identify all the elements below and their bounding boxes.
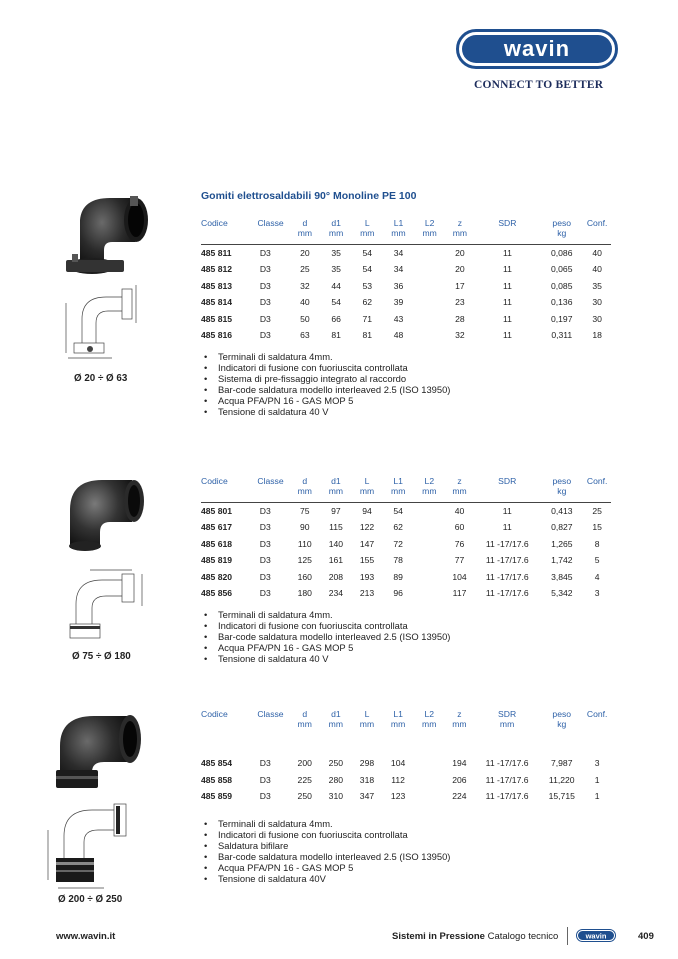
cell-d1: 35 [331,247,341,258]
col-header-L2: L2 mm [422,218,437,238]
cell-d: 32 [300,280,310,291]
footer-divider [567,927,568,945]
cell-code: 485 820 [201,571,233,582]
feature-list [201,609,450,664]
cell-weight: 3,845 [551,571,573,582]
cell-d1: 208 [328,571,344,582]
col-header-L2: L2 mm [422,709,437,729]
cell-class: D3 [259,247,271,258]
cell-class: D3 [259,264,271,275]
cell-code: 485 815 [201,313,233,324]
cell-d1: 140 [328,538,344,549]
col-header-d: d mm [297,476,312,496]
cell-z: 40 [454,505,465,516]
cell-L: 155 [359,555,375,566]
cell-weight: 1,265 [551,538,573,549]
table-row [201,278,611,295]
cell-L: 147 [359,538,375,549]
cell-d: 200 [297,758,312,769]
spec-table [201,709,611,805]
col-header-class: Classe [257,476,284,486]
cell-sdr: 11 -17/17.6 [485,571,529,582]
cell-d: 110 [297,538,312,549]
table-row [201,569,611,586]
col-header-L1: L1 mm [391,476,406,496]
cell-sdr: 11 -17/17.6 [485,758,529,769]
cell-d: 25 [300,264,310,275]
cell-weight: 0,136 [550,297,573,308]
cell-z: 60 [454,522,465,533]
cell-conf: 35 [592,280,602,291]
col-header-conf: Conf. [586,709,608,719]
cell-class: D3 [259,505,271,516]
col-header-z: z mm [452,218,468,238]
elbow-photo-medium [62,472,150,552]
cell-conf: 1 [594,791,600,802]
cell-sdr: 11 [502,264,512,275]
footer-catalog-title: Sistemi in Pressione Catalogo tecnico [392,931,559,942]
cell-code: 485 859 [201,791,233,802]
table-row [201,536,611,553]
list-item: • Bar-code saldatura modello interleaved 2.5 (ISO 13950) [201,384,450,395]
col-header-L1: L1 mm [390,709,406,729]
cell-L: 318 [359,774,375,785]
col-header-d1: d1 mm [328,218,344,238]
col-header-sdr: SDR [498,218,517,228]
list-item: • Bar-code saldatura modello interleaved 2.5 (ISO 13950) [201,851,450,862]
cell-L1: 72 [393,538,403,549]
list-item: • Tensione di saldatura 40V [201,873,450,884]
col-header-d1: d1 mm [328,709,343,729]
cell-sdr: 11 -17/17.6 [485,555,529,566]
cell-conf: 1 [594,774,600,785]
cell-class: D3 [259,522,271,533]
cell-class: D3 [259,280,271,291]
cell-conf: 3 [594,588,600,599]
cell-class: D3 [259,774,271,785]
cell-L2 [414,755,445,772]
cell-L1: 123 [390,791,406,802]
col-header-conf: Conf. [586,218,608,228]
cell-sdr: 11 [502,505,512,516]
cell-L2 [414,245,445,262]
table-row [201,327,611,344]
cell-d1: 81 [331,330,341,341]
cell-class: D3 [259,791,271,802]
cell-z: 20 [455,247,465,258]
cell-sdr: 11 -17/17.6 [485,774,529,785]
cell-sdr: 11 [502,330,512,341]
cell-d: 50 [300,313,310,324]
cell-z: 224 [452,791,467,802]
cell-weight: 0,065 [550,264,573,275]
cell-conf: 5 [594,555,600,566]
cell-class: D3 [259,555,271,566]
cell-L2 [414,772,445,789]
cell-weight: 1,742 [551,555,573,566]
col-header-class: Classe [257,709,284,719]
cell-d: 90 [299,522,310,533]
cell-d1: 280 [328,774,344,785]
cell-weight: 0,413 [551,505,573,516]
cell-L1: 39 [393,297,404,308]
cell-L2 [414,788,445,805]
cell-d1: 161 [328,555,344,566]
table-row [201,311,611,328]
cell-z: 32 [455,330,465,341]
list-item: • Tensione di saldatura 40 V [201,406,450,417]
cell-conf: 8 [594,538,600,549]
table-row [201,585,611,602]
footer-url[interactable]: www.wavin.it [56,931,116,942]
col-header-weight: peso kg [552,218,572,238]
cell-L: 62 [362,297,373,308]
list-item: • Sistema di pre-fissaggio integrato al raccordo [201,373,450,384]
list-item: • Terminali di saldatura 4mm. [201,609,450,620]
col-header-L1: L1 mm [391,218,406,238]
cell-z: 20 [455,264,465,275]
cell-d: 125 [297,555,312,566]
cell-weight: 15,715 [548,791,575,802]
cell-L2 [414,585,445,602]
wavin-logo-small [576,929,616,942]
cell-L1: 62 [393,522,403,533]
cell-code: 485 618 [201,538,233,549]
cell-d1: 44 [331,280,341,291]
cell-class: D3 [259,313,271,324]
col-header-class: Classe [257,218,284,228]
cell-code: 485 812 [201,264,233,275]
cell-code: 485 801 [201,505,233,516]
cell-sdr: 11 -17/17.6 [485,538,529,549]
cell-L1: 104 [390,758,406,769]
list-item: • Indicatori di fusione con fuoriuscita controllata [201,362,450,373]
cell-L2 [414,311,445,328]
cell-weight: 7,987 [550,758,573,769]
cell-weight: 0,311 [551,330,573,341]
table-row [201,772,611,789]
diameter-range: Ø 75 ÷ Ø 180 [72,651,131,662]
col-header-L: L mm [359,476,375,496]
cell-L: 81 [362,330,373,341]
cell-d: 75 [299,505,310,516]
col-header-d: d mm [297,218,313,238]
col-header-L: L mm [360,218,375,238]
cell-z: 77 [454,555,465,566]
cell-sdr: 11 [502,297,512,308]
cell-L: 213 [359,588,375,599]
cell-L: 94 [362,505,372,516]
cell-weight: 0,086 [550,247,573,258]
cell-L2 [414,503,445,520]
cell-d: 225 [297,774,312,785]
cell-conf: 40 [592,247,602,258]
list-item: • Bar-code saldatura modello interleaved 2.5 (ISO 13950) [201,631,450,642]
cell-L: 298 [359,758,375,769]
col-header-code: Codice [201,709,228,719]
cell-d1: 250 [328,758,344,769]
cell-conf: 25 [592,505,602,516]
cell-d1: 35 [331,264,341,275]
table-row [201,552,611,569]
cell-code: 485 813 [201,280,233,291]
cell-L2 [414,294,445,311]
list-item: • Acqua PFA/PN 16 - GAS MOP 5 [201,395,450,406]
section-title: Gomiti elettrosaldabili 90° Monoline PE 100 [201,190,417,202]
cell-d: 63 [300,330,310,341]
cell-conf: 40 [592,264,602,275]
feature-list [201,818,450,884]
cell-d1: 66 [331,313,341,324]
cell-code: 485 816 [201,330,233,341]
cell-weight: 11,220 [548,774,575,785]
col-header-z: z mm [452,476,467,496]
cell-L: 71 [362,313,373,324]
col-header-conf: Conf. [586,476,608,486]
cell-conf: 30 [592,297,602,308]
cell-sdr: 11 [502,280,512,291]
cell-sdr: 11 -17/17.6 [485,588,529,599]
list-item: • Terminali di saldatura 4mm. [201,818,450,829]
list-item: • Indicatori di fusione con fuoriuscita controllata [201,620,450,631]
cell-weight: 0,085 [550,280,573,291]
cell-z: 23 [455,297,465,308]
diameter-range: Ø 200 ÷ Ø 250 [58,894,123,905]
col-header-L2: L2 mm [422,476,437,496]
cell-code: 485 819 [201,555,233,566]
svg-text:wavin: wavin [585,931,607,941]
svg-text:wavin: wavin [503,36,571,61]
cell-d: 40 [300,297,310,308]
cell-L2 [414,327,445,344]
cell-L: 193 [359,571,375,582]
list-item: • Indicatori di fusione con fuoriuscita controllata [201,829,450,840]
cell-sdr: 11 [502,313,512,324]
cell-L1: 112 [391,774,405,785]
cell-conf: 30 [592,313,602,324]
col-header-weight: peso kg [552,709,572,729]
cell-L1: 34 [393,247,404,258]
table-row [201,245,611,262]
elbow-photo-small [60,190,152,280]
cell-L2 [414,552,445,569]
cell-z: 28 [455,313,465,324]
brand-tagline: CONNECT TO BETTER [474,79,604,91]
cell-d: 160 [297,571,312,582]
elbow-technical-drawing [62,566,148,648]
table-row [201,755,611,772]
cell-sdr: 11 [502,247,512,258]
table-row [201,503,611,520]
cell-weight: 0,197 [550,313,573,324]
cell-L1: 96 [393,588,403,599]
cell-code: 485 856 [201,588,233,599]
cell-code: 485 854 [201,758,233,769]
cell-z: 76 [454,538,465,549]
col-header-d: d mm [297,709,312,729]
cell-class: D3 [259,330,271,341]
wavin-logo [456,29,618,69]
list-item: • Acqua PFA/PN 16 - GAS MOP 5 [201,862,450,873]
cell-class: D3 [259,297,271,308]
cell-L2 [414,278,445,295]
cell-z: 117 [452,588,467,599]
list-item: • Acqua PFA/PN 16 - GAS MOP 5 [201,642,450,653]
cell-L1: 36 [393,280,404,291]
cell-L1: 54 [393,505,403,516]
col-header-sdr: SDR mm [498,709,517,729]
table-row [201,261,611,278]
spec-table [201,218,611,344]
cell-d1: 115 [329,522,343,533]
cell-L: 54 [362,264,373,275]
cell-d1: 97 [331,505,341,516]
cell-L1: 34 [393,264,404,275]
cell-d1: 310 [328,791,344,802]
cell-z: 206 [452,774,467,785]
cell-z: 194 [452,758,467,769]
diameter-range: Ø 20 ÷ Ø 63 [74,373,128,384]
cell-L2 [414,569,445,586]
cell-L: 122 [359,522,375,533]
cell-L2 [414,261,445,278]
cell-conf: 4 [594,571,600,582]
col-header-weight: peso kg [552,476,572,496]
cell-code: 485 858 [201,774,233,785]
cell-L1: 48 [393,330,404,341]
cell-L1: 78 [393,555,403,566]
col-header-d1: d1 mm [328,476,344,496]
feature-list [201,351,450,417]
cell-L1: 89 [393,571,403,582]
cell-d1: 54 [331,297,341,308]
col-header-z: z mm [452,709,467,729]
elbow-technical-drawing [44,800,140,892]
col-header-code: Codice [201,476,228,486]
cell-weight: 0,827 [551,522,573,533]
cell-L2 [414,536,445,553]
cell-code: 485 814 [201,297,233,308]
cell-d1: 234 [328,588,344,599]
cell-sdr: 11 -17/17.6 [485,791,529,802]
cell-L: 53 [362,280,373,291]
page-number: 409 [638,931,654,942]
cell-d: 250 [297,791,312,802]
table-row [201,294,611,311]
list-item: • Terminali di saldatura 4mm. [201,351,450,362]
cell-L1: 43 [393,313,404,324]
elbow-photo-large [52,706,148,792]
cell-L2 [414,519,445,536]
cell-sdr: 11 [502,522,512,533]
spec-table [201,476,611,602]
table-row [201,519,611,536]
cell-L: 54 [362,247,373,258]
list-item: • Tensione di saldatura 40 V [201,653,450,664]
col-header-sdr: SDR [498,476,517,486]
cell-class: D3 [259,588,271,599]
table-row [201,788,611,805]
cell-weight: 5,342 [551,588,573,599]
cell-z: 104 [452,571,467,582]
cell-z: 17 [455,280,465,291]
cell-L: 347 [359,791,375,802]
cell-class: D3 [259,571,271,582]
cell-conf: 3 [594,758,600,769]
cell-code: 485 617 [201,522,233,533]
cell-class: D3 [259,538,271,549]
cell-conf: 18 [592,330,602,341]
cell-conf: 15 [592,522,602,533]
cell-code: 485 811 [201,247,232,258]
cell-d: 20 [300,247,310,258]
list-item: • Saldatura bifilare [201,840,450,851]
cell-class: D3 [259,758,271,769]
elbow-technical-drawing [64,283,142,367]
col-header-L: L mm [359,709,375,729]
cell-d: 180 [297,588,312,599]
col-header-code: Codice [201,218,228,228]
